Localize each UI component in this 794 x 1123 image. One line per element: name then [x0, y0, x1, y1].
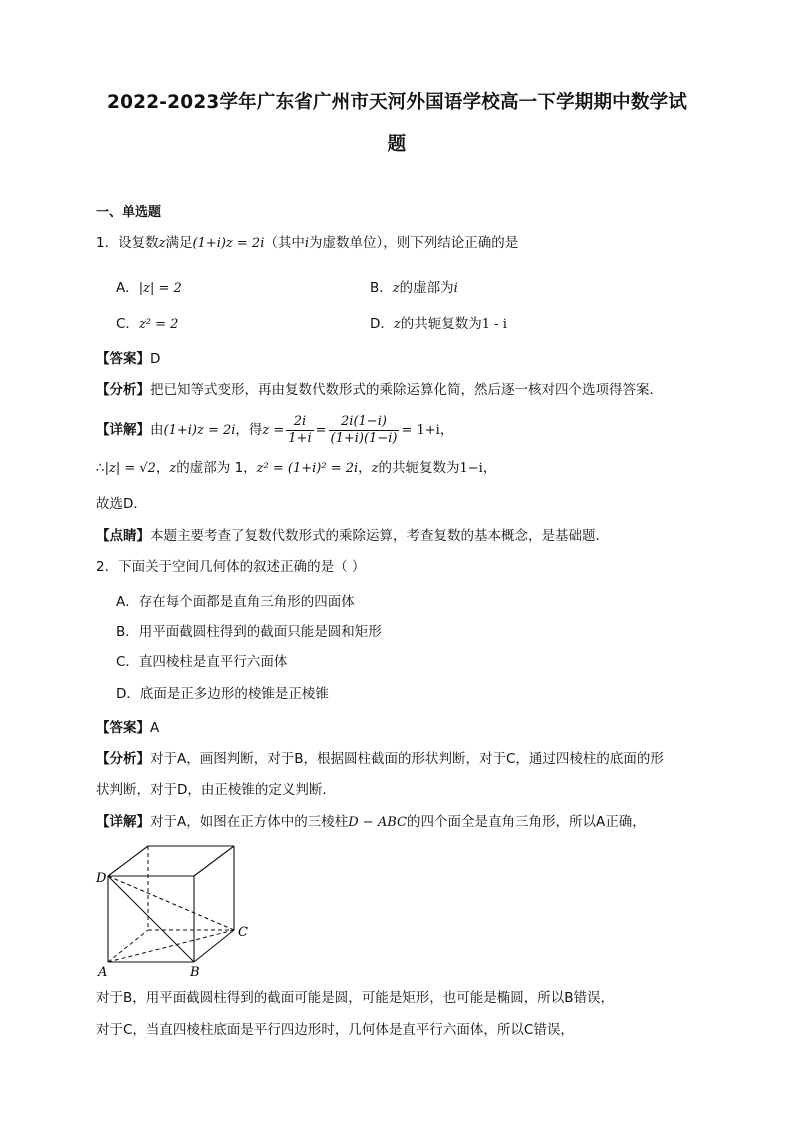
q1-option-b: B．z的虚部为i: [370, 280, 458, 296]
cube-edge: [194, 930, 234, 962]
q2-analysis-line1: 【分析】对于A，画图判断，对于B，根据圆柱截面的形状判断，对于C，通过四棱柱的底面的形: [96, 751, 664, 767]
document-title-line1: 2022-2023学年广东省广州市天河外国语学校高一下学期期中数学试: [107, 92, 687, 113]
section-heading: 一、单选题: [96, 205, 162, 220]
diagonal-dc: [108, 876, 234, 930]
cube-figure: [92, 840, 262, 980]
q1-stem: 1．设复数z满足(1+i)z = 2i（其中i为虚数单位），则下列结论正确的是: [96, 235, 519, 251]
document-title-line2: 题: [387, 134, 407, 155]
q1-option-d: D．z的共轭复数为1 - i: [370, 316, 507, 332]
label-b: B: [190, 965, 200, 980]
q2-detail: 【详解】对于A，如图在正方体中的三棱柱D − ABC的四个面全是直角三角形，所以A正确，: [96, 814, 646, 830]
q2-option-d: D．底面是正多边形的棱锥是正棱锥: [116, 686, 329, 702]
q1-option-a: A．|z| = 2: [116, 280, 182, 296]
diagonal-ac: [108, 930, 234, 962]
q2-option-b: B．用平面截圆柱得到的截面只能是圆和矩形: [116, 624, 382, 640]
q2-answer: 【答案】A: [96, 720, 160, 736]
q2-option-a: A．存在每个面都是直角三角形的四面体: [116, 594, 355, 610]
label-a: A: [98, 965, 108, 980]
q2-analysis-line2: 状判断，对于D，由正棱锥的定义判断.: [96, 782, 327, 798]
q1-conclusion: 故选D．: [96, 496, 147, 512]
q1-option-c: C．z² = 2: [116, 316, 179, 332]
q1-answer: 【答案】D: [96, 351, 161, 367]
q2-detail-b: 对于B，用平面截圆柱得到的截面可能是圆，可能是矩形，也可能是椭圆，所以B错误，: [96, 990, 615, 1006]
hidden-edge: [108, 930, 148, 962]
q1-detail-line2: ∴|z| = √2，z的虚部为 1，z² = (1+i)² = 2i，z的共轭复数为1−i，: [96, 460, 497, 476]
label-c: C: [238, 925, 248, 940]
fraction-2: $\frac{2i(1-i)}{(1+i)(1-i)}$: [330, 413, 398, 446]
q1-analysis: 【分析】把已知等式变形，再由复数代数形式的乘除运算化简，然后逐一核对四个选项得答案．: [96, 382, 663, 398]
q1-comment: 【点睛】本题主要考查了复数代数形式的乘除运算，考查复数的基本概念，是基础题．: [96, 528, 609, 544]
label-d: D: [96, 871, 107, 886]
diagonal-db: [108, 876, 194, 962]
fraction-1: $\frac{2i}{1+i}$: [288, 413, 312, 446]
q2-detail-c: 对于C，当直四棱柱底面是平行四边形时，几何体是直平行六面体，所以C错误，: [96, 1022, 574, 1038]
cube-edge: [194, 846, 234, 876]
cube-edge: [108, 846, 148, 876]
q2-option-c: C．直四棱柱是直平行六面体: [116, 654, 288, 670]
q1-detail: 【详解】由(1+i)z = 2i，得z = $\frac{2i}{1+i}$ = $\frac{2i(1-i)}{(1+i)(1-i)}$ = 1+i，: [96, 413, 454, 446]
q2-stem: 2．下面关于空间几何体的叙述正确的是（ ）: [96, 559, 366, 575]
